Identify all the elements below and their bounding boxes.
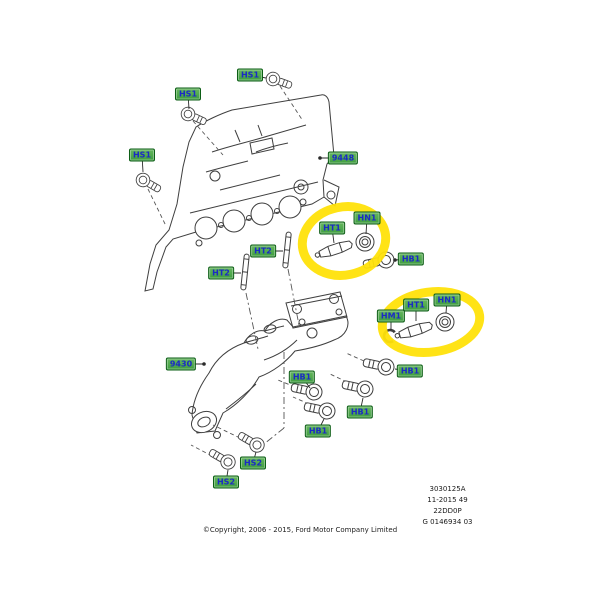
part-label-9448[interactable]: 9448: [328, 152, 358, 165]
part-label-ht2-lower[interactable]: HT2: [208, 267, 234, 280]
nut-hn1-icon: [356, 233, 374, 251]
bolt-hb1-icon: [362, 354, 396, 376]
leader-dot: [393, 258, 397, 262]
part-label-hs1-left[interactable]: HS1: [129, 149, 155, 162]
part-label-hn1-circ1[interactable]: HN1: [354, 212, 381, 225]
bolt-hb1-icon: [341, 376, 375, 398]
screw-hs2-icon: [206, 445, 237, 471]
part-label-hb1-right[interactable]: HB1: [398, 253, 424, 266]
copyright-text: ©Copyright, 2006 - 2015, Ford Motor Company Limited: [202, 526, 398, 534]
part-label-ht1-circ2[interactable]: HT1: [403, 299, 429, 312]
part-label-hm1-circ2[interactable]: HM1: [377, 310, 405, 323]
stud-ht2-icon: [283, 232, 292, 268]
part-label-hs1-top[interactable]: HS1: [237, 69, 263, 82]
part-label-9430[interactable]: 9430: [166, 358, 196, 371]
part-label-hs2-right[interactable]: HS2: [240, 457, 266, 470]
stamp-line: 11-2015 49: [427, 496, 468, 504]
part-label-ht2-upper[interactable]: HT2: [250, 245, 276, 258]
nut-hn1-icon: [436, 313, 454, 331]
part-label-hb1-b2[interactable]: HB1: [289, 371, 315, 384]
stud-ht1-icon: [394, 320, 434, 341]
part-label-ht1-circ1[interactable]: HT1: [319, 222, 345, 235]
part-label-hb1-b4[interactable]: HB1: [305, 425, 331, 438]
part-label-hn1-circ2[interactable]: HN1: [434, 294, 461, 307]
document-stamp: [400, 484, 495, 528]
fastener-icons: [134, 70, 454, 472]
stamp-line: G 0146934 03: [422, 518, 473, 526]
part-label-hs1-mid[interactable]: HS1: [175, 88, 201, 101]
stamp-line: 3030125A: [429, 485, 466, 493]
part-label-hs2-left[interactable]: HS2: [213, 476, 239, 489]
stud-ht2-icon: [241, 254, 250, 290]
part-label-hb1-b1[interactable]: HB1: [397, 365, 423, 378]
leader-dot: [202, 362, 206, 366]
screw-hs1-icon: [264, 70, 293, 92]
bolt-hb1-icon: [303, 398, 337, 420]
screw-hs2-icon: [235, 428, 266, 454]
screw-hs1-icon: [179, 105, 209, 128]
leader-dot: [318, 156, 322, 160]
screw-hs1-icon: [134, 171, 164, 196]
label-leader-lines: [142, 75, 447, 482]
part-label-hb1-b3[interactable]: HB1: [347, 406, 373, 419]
stamp-line: 22DD0P: [433, 507, 462, 515]
